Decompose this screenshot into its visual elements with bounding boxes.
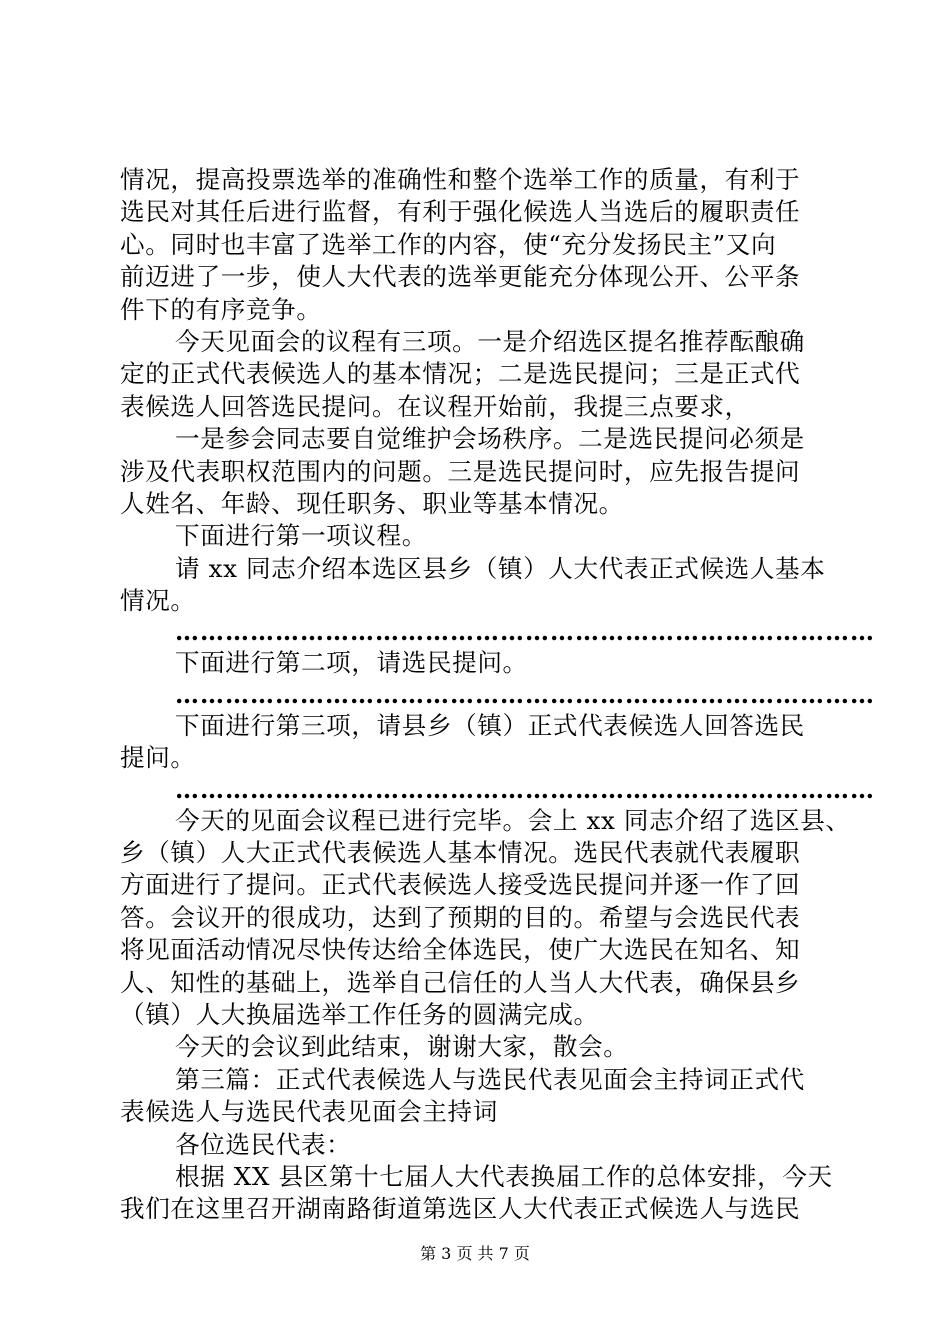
paragraph-first-line: 下面进行第二项，请选民提问。 (175, 648, 528, 678)
paragraph-first-line: 第三篇：正式代表候选人与选民代表见面会主持词正式代 (175, 1064, 805, 1094)
paragraph-line: 乡（镇）人大正式代表候选人基本情况。选民代表就代表履职 (120, 838, 801, 868)
paragraph-line: 选民对其任后进行监督，有利于强化候选人当选后的履职责任 (120, 197, 801, 227)
paragraph-first-line: 根据 XX 县区第十七届人大代表换届工作的总体安排，今天 (175, 1161, 833, 1191)
dotted-separator-text: ………………………………………………………………………… (175, 679, 875, 709)
dotted-separator (120, 774, 875, 805)
paragraph-line: 人、知性的基础上，选举自己信任的人当人大代表，确保县乡 (120, 967, 801, 997)
paragraph-line: 件下的有序竞争。 (120, 294, 322, 324)
dotted-separator (120, 679, 875, 710)
paragraph-first-line: 今天的会议到此结束，谢谢大家，散会。 (175, 1032, 629, 1062)
paragraph-first-line: 请 xx 同志介绍本选区县乡（镇）人大代表正式候选人基本 (175, 553, 826, 583)
paragraph-first-line: 一是参会同志要自觉维护会场秩序。二是选民提问必须是 (175, 424, 805, 454)
dotted-separator-text: ………………………………………………………………………… (175, 617, 875, 647)
paragraph-first-line: 各位选民代表： (175, 1129, 352, 1159)
paragraph-line: 表候选人与选民代表见面会主持词 (120, 1097, 498, 1127)
paragraph-line: 答。会议开的很成功，达到了预期的目的。希望与会选民代表 (120, 902, 801, 932)
paragraph-first-line: 下面进行第一项议程。 (175, 521, 427, 551)
paragraph-line: 前迈进了一步，使人大代表的选举更能充分体现公开、公平条 (120, 262, 801, 292)
document-body (120, 164, 875, 1226)
paragraph-line: 将见面活动情况尽快传达给全体选民，使广大选民在知名、知 (120, 935, 801, 965)
paragraph-first-line: 下面进行第三项，请县乡（镇）正式代表候选人回答选民 (175, 710, 805, 740)
paragraph-line: 心。同时也丰富了选举工作的内容，使“充分发扬民主”又向 (120, 229, 777, 259)
dotted-separator-text: ………………………………………………………………………… (175, 774, 875, 804)
paragraph-line: 涉及代表职权范围内的问题。三是选民提问时，应先报告提问 (120, 456, 801, 486)
dotted-separator (120, 617, 875, 647)
page-footer: 第 3 页 共 7 页 (420, 1244, 530, 1263)
paragraph-line: 方面进行了提问。正式代表候选人接受选民提问并逐一作了回 (120, 870, 801, 900)
paragraph-line: 表候选人回答选民提问。在议程开始前，我提三点要求， (120, 391, 750, 421)
paragraph-line: 情况，提高投票选举的准确性和整个选举工作的质量，有利于 (120, 165, 801, 194)
paragraph-first-line: 今天见面会的议程有三项。一是介绍选区提名推荐酝酿确 (175, 326, 805, 356)
paragraph-line: 我们在这里召开湖南路街道第选区人大代表正式候选人与选民 (120, 1194, 801, 1224)
paragraph-first-line: 今天的见面会议程已进行完毕。会上 xx 同志介绍了选区县、 (175, 805, 851, 835)
paragraph-line: 提问。 (120, 743, 196, 773)
paragraph-line: 定的正式代表候选人的基本情况；二是选民提问；三是正式代 (120, 359, 801, 389)
paragraph-line: 情况。 (120, 586, 196, 616)
paragraph-line: 人姓名、年龄、现任职务、职业等基本情况。 (120, 488, 624, 518)
paragraph-line: （镇）人大换届选举工作任务的圆满完成。 (120, 999, 599, 1029)
